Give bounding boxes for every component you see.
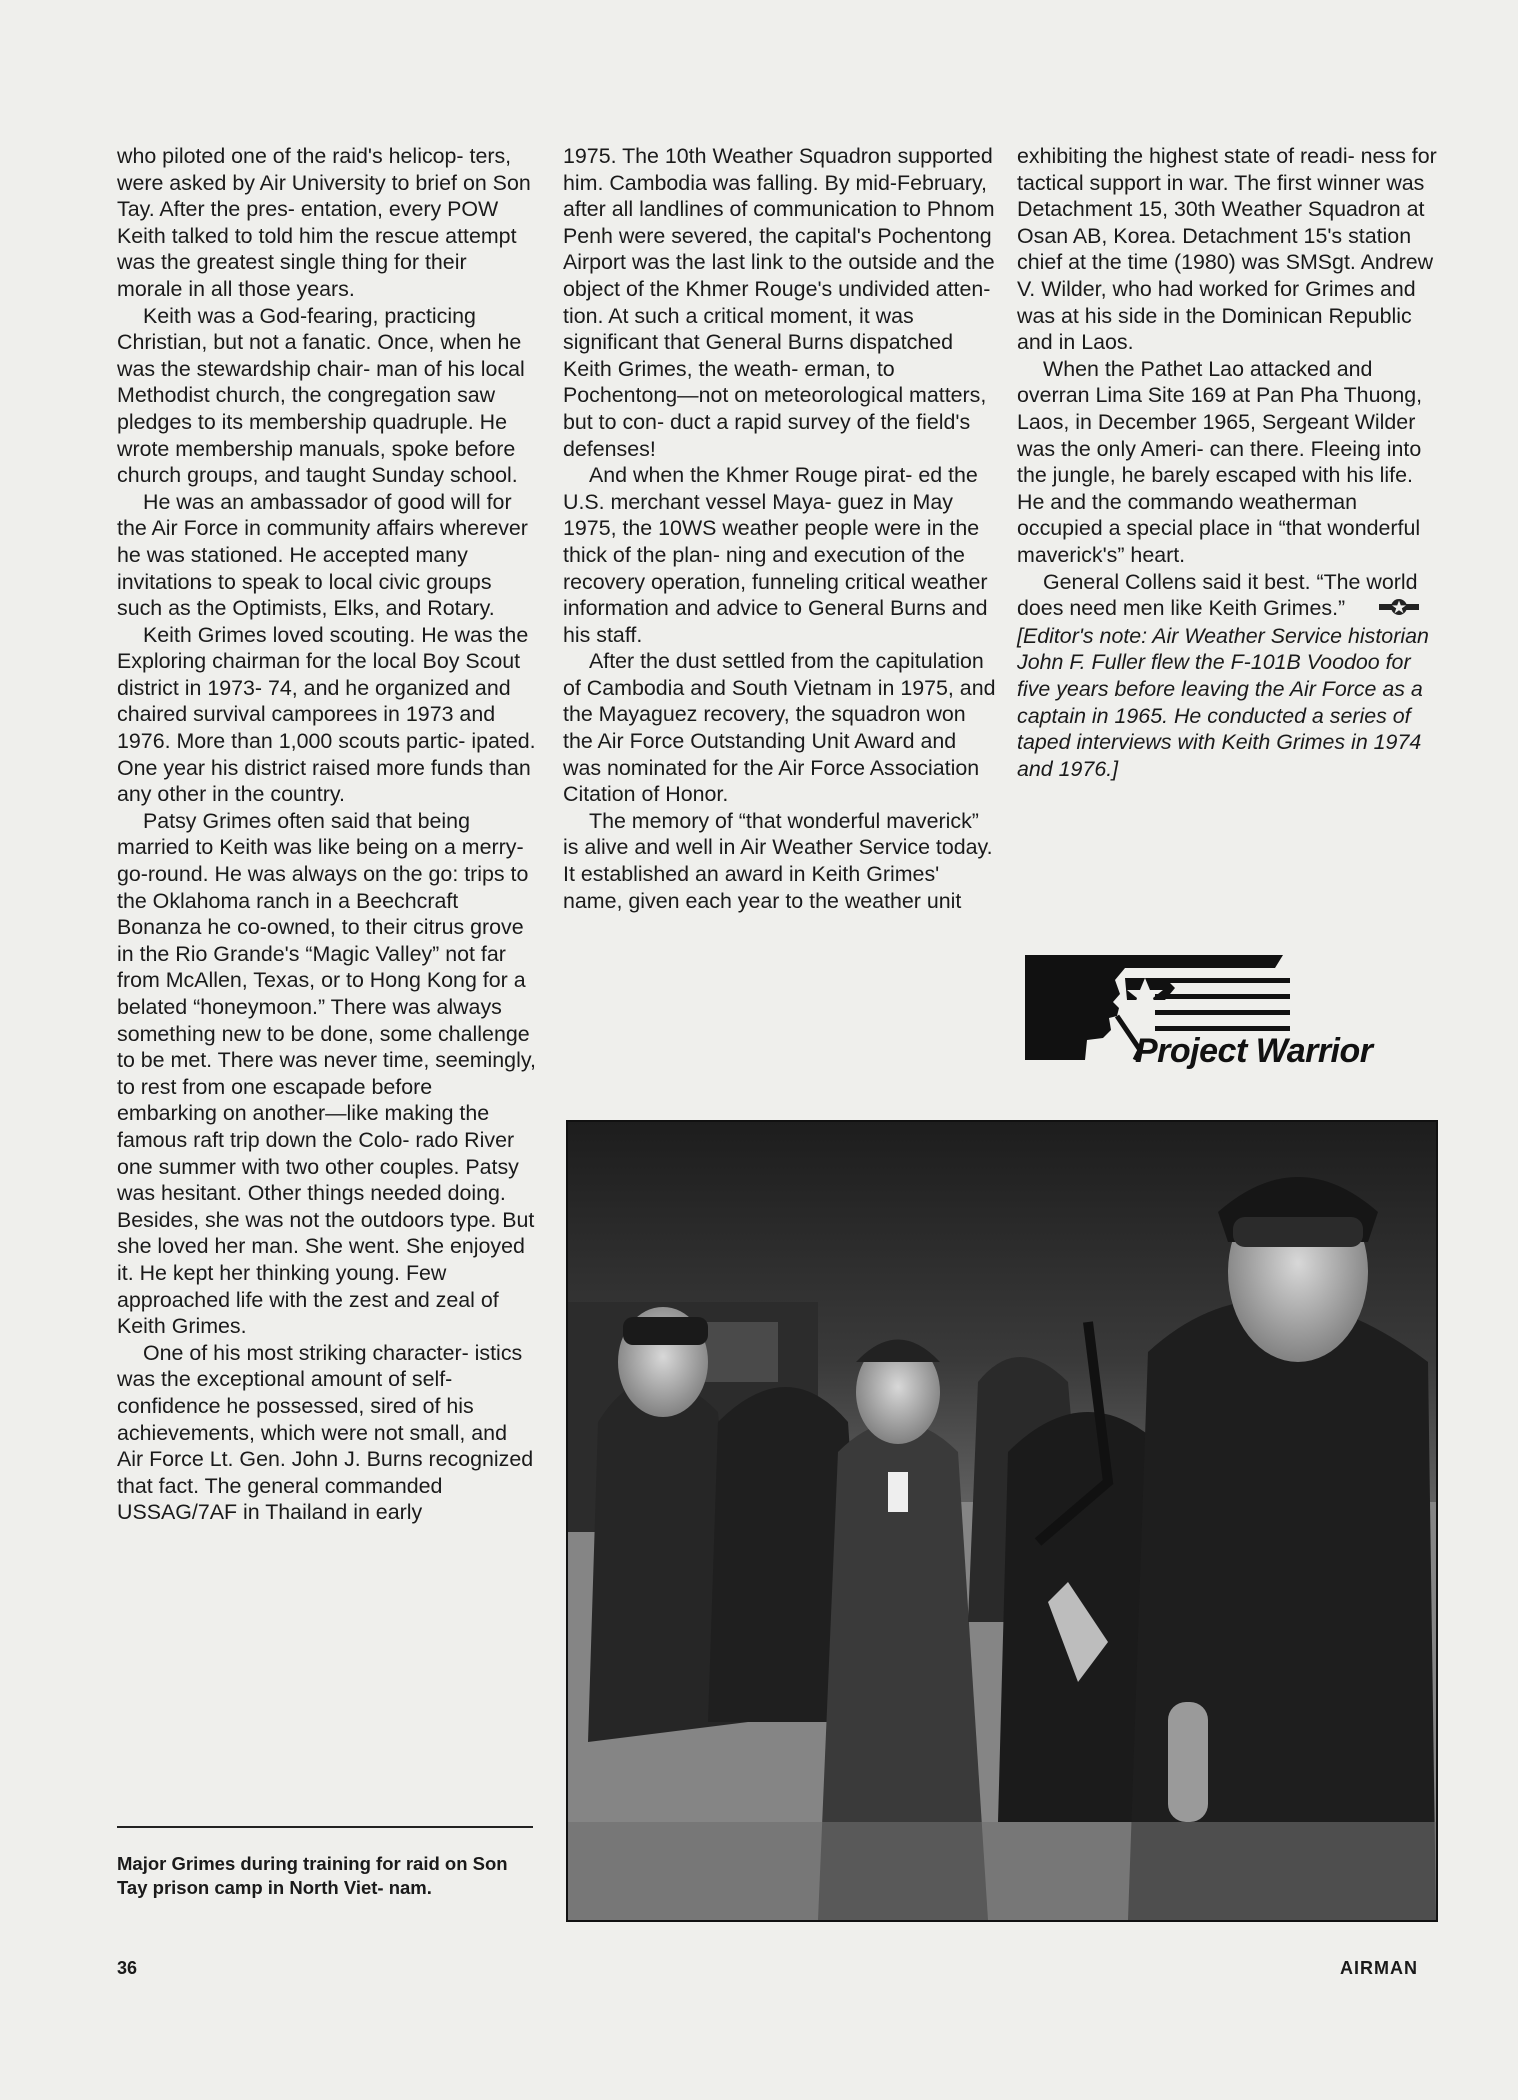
caption-rule — [117, 1826, 533, 1828]
project-warrior-logo — [1005, 950, 1445, 1080]
soldiers-photo-image — [568, 1122, 1436, 1920]
paragraph: Keith was a God-fearing, practicing Christian, but not a fanatic. Once, when he was the stewardship chair- man of his local Methodist church, the congregation saw pledges to its membership quadruple. He wrote membership manuals, spoke before church groups, and taught Sunday school. — [117, 303, 525, 488]
paragraph: Patsy Grimes often said that being married to Keith was like being on a merry-go-round. He was always on the go: trips to the Oklahoma ranch in a Beechcraft Bonanza he co-owned, to their citrus grove in the Rio Grande's “Magic Valley” not far from McAllen, Texas, or to Hong Kong for a belated “honeymoon.” There was always something new to be done, some challenge to be met. There was never time, seemingly, to rest from one escapade before embarking on another—like making the famous raft trip down the Colo- rado River one summer with two other couples. Patsy was hesitant. Other things needed doing. Besides, she was not the outdoors type. But she loved her man. She went. She enjoyed it. He kept her thinking young. Few approached life with the zest and zeal of Keith Grimes. — [117, 808, 536, 1339]
training-photo — [566, 1120, 1438, 1922]
paragraph: After the dust settled from the capitulation of Cambodia and South Vietnam in 1975, and the Mayaguez recovery, the squadron won the Air Force Outstanding Unit Award and was nominated for the Air Force Association Citation of Honor. — [563, 649, 996, 807]
article-column-3 — [1017, 143, 1442, 782]
paragraph: exhibiting the highest state of readi- ness for tactical support in war. The first winner was Detachment 15, 30th Weather Squadron at Osan AB, Korea. Detachment 15's station chief at the time (1980) was SMSgt. Andrew V. Wilder, who had worked for Grimes and was at his side in the Dominican Republic and in Laos. — [1017, 144, 1437, 355]
paragraph: When the Pathet Lao attacked and overran Lima Site 169 at Pan Pha Thuong, Laos, in December 1965, Sergeant Wilder was the only Ameri- can there. Fleeing into the jungle, he barely escaped with his life. He and the commando weatherman occupied a special place in “that wonderful maverick's” heart. — [1017, 356, 1423, 567]
paragraph: One of his most striking character- istics was the exceptional amount of self-confidence he possessed, sired of his achievements, which were not small, and Air Force Lt. Gen. John J. Burns recognized that fact. The general commanded USSAG/7AF in Thailand in early — [117, 1340, 534, 1525]
magazine-name: AIRMAN — [1340, 1958, 1418, 1978]
photo-caption: Major Grimes during training for raid on Son Tay prison camp in North Viet- nam. — [117, 1853, 508, 1898]
editor-note: [Editor's note: Air Weather Service historian John F. Fuller flew the F-101B Voodoo for five years before leaving the Air Force as a captain in 1965. He conducted a series of taped interviews with Keith Grimes in 1974 and 1976.] — [1017, 623, 1429, 781]
article-column-2 — [563, 143, 998, 914]
paragraph: Keith Grimes loved scouting. He was the Exploring chairman for the local Boy Scout district in 1973- 74, and he organized and chaired survival camporees in 1973 and 1976. More than 1,000 scouts partic- ipated. One year his district raised more funds than any other in the country. — [117, 622, 536, 807]
paragraph: The memory of “that wonderful maverick” is alive and well in Air Weather Service today. It established an award in Keith Grimes' name, given each year to the weather unit — [563, 808, 993, 913]
air-force-star-icon — [1353, 596, 1419, 623]
paragraph: He was an ambassador of good will for the Air Force in community affairs wherever he was stationed. He accepted many invitations to speak to local civic groups such as the Optimists, Elks, and Rotary. — [117, 489, 528, 621]
paragraph: who piloted one of the raid's helicop- ters, were asked by Air University to brief on Son Tay. After the pres- entation, every POW Keith talked to told him the rescue attempt was the greatest single thing for their morale in all those years. — [117, 144, 531, 301]
closing-text: General Collens said it best. “The world does need men like Keith Grimes.” — [1017, 569, 1418, 621]
paragraph: 1975. The 10th Weather Squadron supported him. Cambodia was falling. By mid-February, after all landlines of communication to Phnom Penh were severed, the capital's Pochentong Airport was the last link to the outside and the object of the Khmer Rouge's undivided atten- tion. At such a critical moment, it was significant that General Burns dispatched Keith Grimes, the weath- erman, to Pochentong—not on meteorological matters, but to con- duct a rapid survey of the field's defenses! — [563, 144, 995, 461]
closing-paragraph — [1017, 569, 1442, 623]
paragraph: And when the Khmer Rouge pirat- ed the U.S. merchant vessel Maya- guez in May 1975, the 10WS weather people were in the thick of the plan- ning and execution of the recovery operation, funneling critical weather information and advice to General Burns and his staff. — [563, 463, 988, 647]
logo-text: Project Warrior — [1135, 1032, 1373, 1070]
article-column-1 — [117, 143, 537, 1526]
page-number: 36 — [117, 1958, 138, 1978]
